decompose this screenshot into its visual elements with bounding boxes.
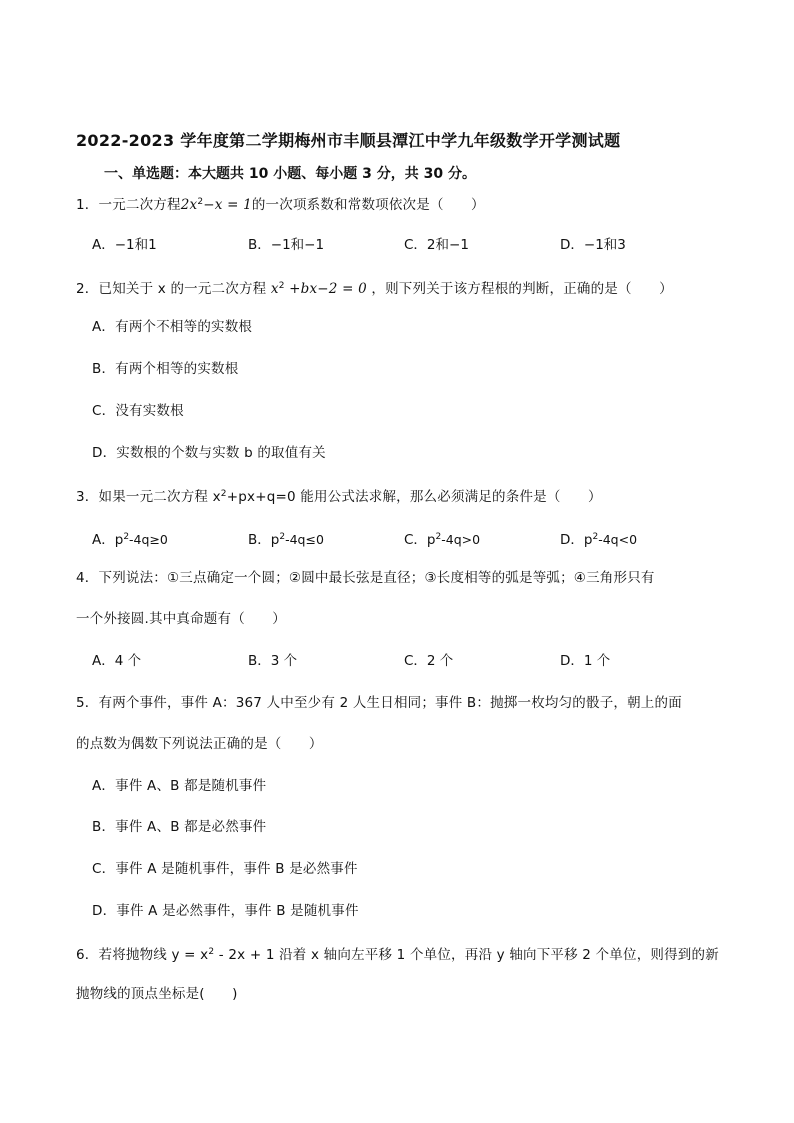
- question-4-stem-line-2: 一个外接圆.其中真命题有（ ）: [76, 611, 286, 627]
- q3-option-a-prefix: A．p: [92, 532, 124, 548]
- question-5-stem-line-2: 的点数为偶数下列说法正确的是（ ）: [76, 736, 323, 752]
- q1-option-b: B．−1和−1: [248, 237, 325, 253]
- question-2-stem: [76, 277, 673, 298]
- question-3-suffix: +px+q=0 能用公式法求解，那么必须满足的条件是（ ）: [226, 489, 602, 505]
- question-1-prefix: 1．一元二次方程: [76, 197, 181, 213]
- page-title: 2022-2023 学年度第二学期梅州市丰顺县潭江中学九年级数学开学测试题: [76, 131, 621, 150]
- q3-option-c-suffix: -4q>0: [441, 532, 481, 547]
- q2-option-c: C．没有实数根: [92, 403, 184, 419]
- question-2-prefix: 2．已知关于 x 的一元二次方程: [76, 281, 267, 297]
- question-6-sup: 2: [208, 947, 215, 957]
- q4-option-c: C．2 个: [404, 653, 454, 669]
- q3-option-c-sup: 2: [435, 532, 442, 542]
- question-3-stem: [76, 485, 602, 506]
- q3-option-d-suffix: -4q<0: [598, 532, 638, 547]
- q3-option-b-prefix: B．p: [248, 532, 280, 548]
- q3-option-a-sup: 2: [123, 532, 130, 542]
- q5-option-b: B．事件 A、B 都是必然事件: [92, 819, 267, 835]
- question-6-prefix: 6．若将抛物线 y = x: [76, 947, 209, 963]
- q3-option-a: [92, 528, 168, 549]
- question-2-math-sup: 2: [278, 281, 285, 291]
- question-6-stem-line-1: [76, 943, 719, 964]
- q4-option-d: D．1 个: [560, 653, 611, 669]
- q1-option-a: A．−1和1: [92, 237, 157, 253]
- q3-option-d: [560, 528, 637, 549]
- section-heading: 一、单选题：本大题共 10 小题、每小题 3 分，共 30 分。: [104, 166, 476, 182]
- question-5-stem-line-1: 5．有两个事件，事件 A：367 人中至少有 2 人生日相同；事件 B：抛掷一枚均匀的骰子，朝上的面: [76, 695, 682, 711]
- q3-option-b-sup: 2: [279, 532, 286, 542]
- question-2-math-b: +bx−2 = 0: [284, 281, 367, 297]
- q1-option-c: C．2和−1: [404, 237, 469, 253]
- question-6-suffix: - 2x + 1 沿着 x 轴向左平移 1 个单位，再沿 y 轴向下平移 2 个单位，则得到的新: [214, 947, 719, 963]
- question-1-math-a: 2x: [180, 197, 198, 213]
- question-2-suffix: ，则下列关于该方程根的判断，正确的是（ ）: [371, 281, 673, 297]
- q3-option-d-prefix: D．p: [560, 532, 593, 548]
- q5-option-c: C．事件 A 是随机事件，事件 B 是必然事件: [92, 861, 358, 877]
- question-3-prefix: 3．如果一元二次方程 x: [76, 489, 221, 505]
- q5-option-d: D．事件 A 是必然事件，事件 B 是随机事件: [92, 903, 359, 919]
- question-2-math-a: x: [270, 281, 279, 297]
- q2-option-a: A．有两个不相等的实数根: [92, 319, 253, 335]
- q2-option-b: B．有两个相等的实数根: [92, 361, 239, 377]
- q1-option-d: D．−1和3: [560, 237, 626, 253]
- q5-option-a: A．事件 A、B 都是随机事件: [92, 778, 267, 794]
- q3-option-b-suffix: -4q≤0: [285, 532, 324, 547]
- question-1-math-b: −x = 1: [203, 197, 252, 213]
- q4-option-a: A．4 个: [92, 653, 142, 669]
- q3-option-c: [404, 528, 480, 549]
- question-1-stem: [76, 193, 485, 214]
- q4-option-b: B．3 个: [248, 653, 298, 669]
- question-4-stem-line-1: 4．下列说法：①三点确定一个圆；②圆中最长弦是直径；③长度相等的弧是等弧；④三角形只有: [76, 570, 655, 586]
- q3-option-c-prefix: C．p: [404, 532, 436, 548]
- q3-option-d-sup: 2: [592, 532, 599, 542]
- q3-option-a-suffix: -4q≥0: [129, 532, 168, 547]
- question-1-suffix: 的一次项系数和常数项依次是（ ）: [251, 197, 485, 213]
- question-6-stem-line-2: 抛物线的顶点坐标是( ): [76, 986, 238, 1002]
- question-1-math-sup: 2: [197, 197, 204, 207]
- q3-option-b: [248, 528, 324, 549]
- question-3-sup: 2: [220, 489, 227, 499]
- q2-option-d: D．实数根的个数与实数 b 的取值有关: [92, 445, 326, 461]
